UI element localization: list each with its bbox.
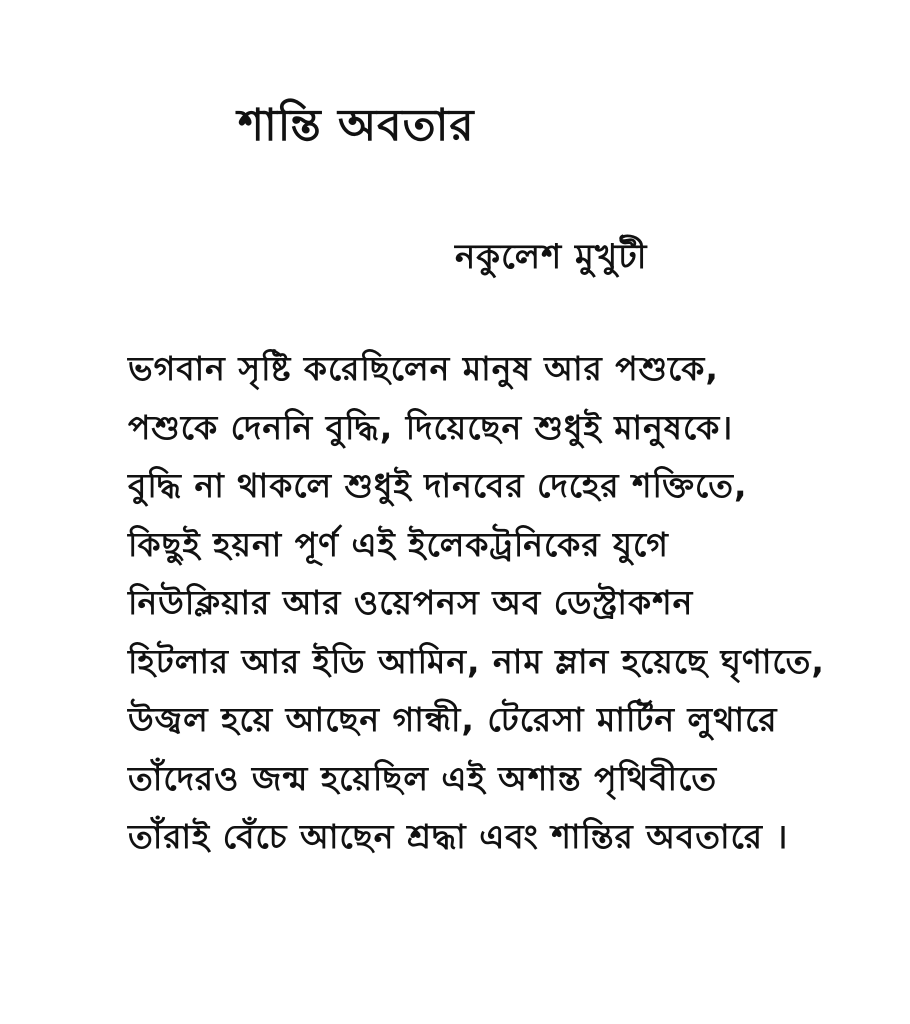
poem-line: কিছুই হয়না পূর্ণ এই ইলেকট্রনিকের যুগে <box>128 524 669 564</box>
poem-title: শান্তি অবতার <box>238 100 475 151</box>
poem-line: বুদ্ধি না থাকলে শুধুই দানবের দেহের শক্তিতে, <box>128 466 748 505</box>
poem-body <box>128 340 888 867</box>
poem-author: নকুলেশ মুখুটী <box>455 237 648 277</box>
poem-line: তাঁদেরও জন্ম হয়েছিল এই অশান্ত পৃথিবীতে <box>128 758 718 798</box>
poem-line: তাঁরাই বেঁচে আছেন শ্রদ্ধা এবং শান্তির অবতারে । <box>128 817 789 856</box>
poem-line: ভগবান সৃষ্টি করেছিলেন মানুষ আর পশুকে, <box>128 349 719 388</box>
poem-line: পশুকে দেননি বুদ্ধি, দিয়েছেন শুধুই মানুষকে। <box>128 407 734 447</box>
poem-line: উজ্বল হয়ে আছেন গান্ধী, টেরেসা মার্টিন লুথারে <box>128 700 778 739</box>
poem-line: হিটলার আর ইডি আমিন, নাম ম্লান হয়েছে ঘৃণাতে, <box>128 641 825 681</box>
poem-line: নিউক্লিয়ার আর ওয়েপনস অব ডেস্ট্রাকশন <box>128 583 694 622</box>
